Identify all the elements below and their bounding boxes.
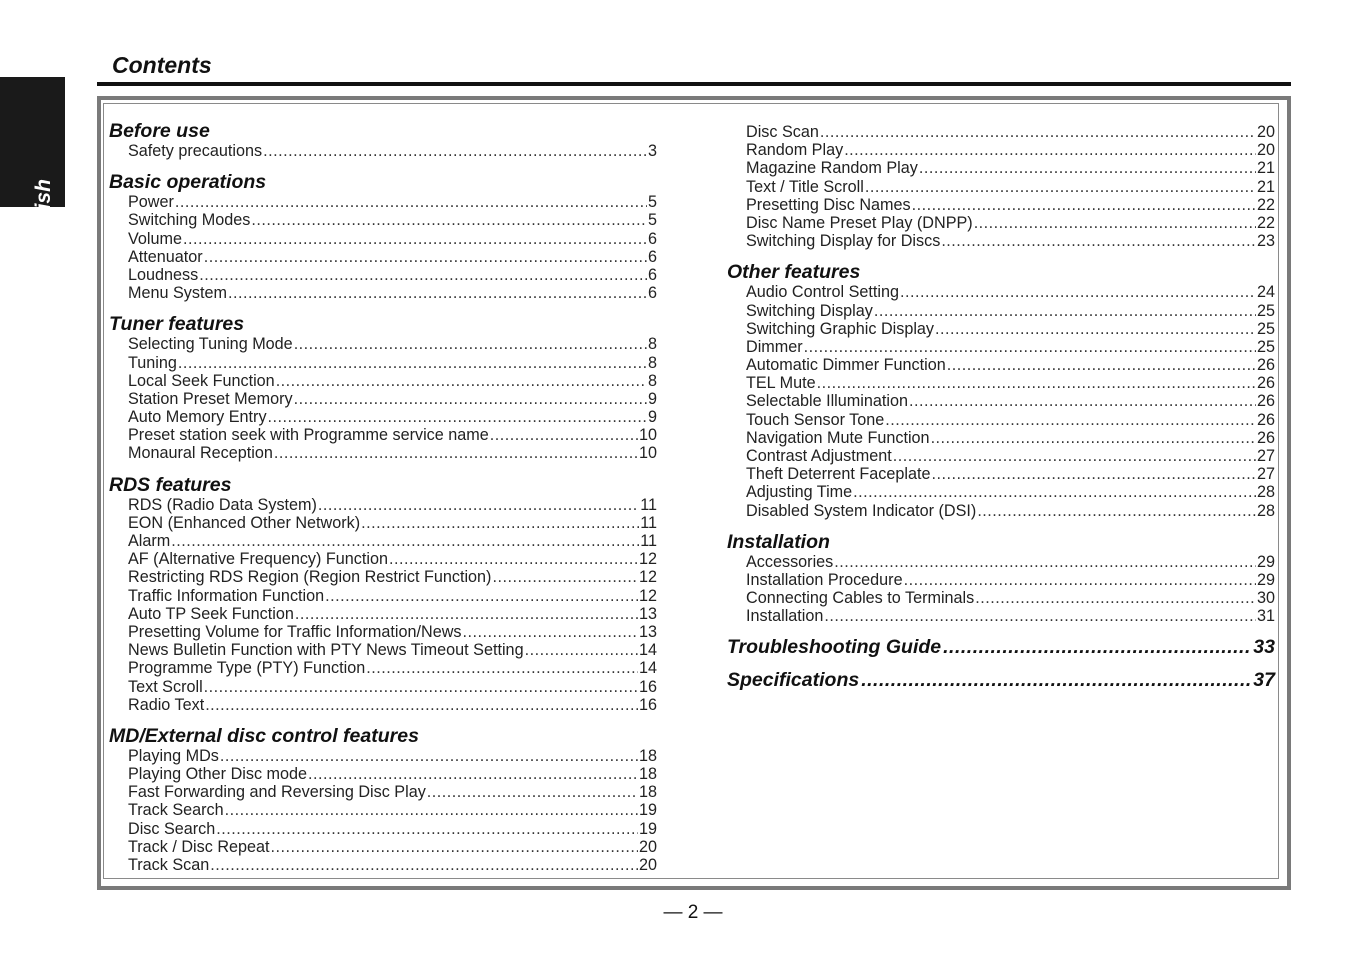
- toc-dot-leader: [263, 142, 647, 160]
- toc-page-number: 28: [1256, 483, 1275, 502]
- toc-page-number: 13: [638, 604, 657, 623]
- toc-page-number: 14: [638, 659, 657, 678]
- toc-entry-label: Touch Sensor Tone: [746, 410, 885, 429]
- toc-entry-label: Power: [128, 193, 174, 212]
- toc-dot-leader: [318, 496, 639, 514]
- toc-entry[interactable]: [109, 568, 657, 586]
- toc-entry-label: Playing MDs: [128, 746, 219, 765]
- toc-dot-leader: [865, 178, 1256, 196]
- toc-entry[interactable]: [109, 426, 657, 444]
- toc-entry-label: Track Search: [128, 801, 224, 820]
- toc-entry-label: Accessories: [746, 552, 834, 571]
- toc-entry[interactable]: [109, 496, 657, 514]
- toc-page-number: 9: [647, 389, 657, 408]
- toc-dot-leader: [817, 374, 1256, 392]
- toc-entry[interactable]: [727, 502, 1275, 520]
- toc-entry[interactable]: [727, 338, 1275, 356]
- toc-dot-leader: [974, 214, 1256, 232]
- toc-dot-leader: [228, 284, 647, 302]
- toc-dot-leader: [216, 820, 638, 838]
- toc-entry[interactable]: [109, 696, 657, 714]
- toc-dot-leader: [844, 141, 1256, 159]
- toc-entry[interactable]: [109, 659, 657, 677]
- toc-page-number: 6: [647, 247, 657, 266]
- toc-entry[interactable]: [109, 408, 657, 426]
- toc-dot-leader: [893, 447, 1256, 465]
- toc-page-number: 5: [647, 211, 657, 230]
- toc-page-number: 21: [1256, 159, 1275, 178]
- toc-dot-leader: [975, 589, 1256, 607]
- toc-entry[interactable]: [109, 623, 657, 641]
- toc-dot-leader: [361, 514, 639, 532]
- toc-dot-leader: [210, 856, 638, 874]
- toc-entry-label: Radio Text: [128, 695, 205, 714]
- toc-section: [109, 120, 657, 160]
- toc-entry-label: Installation Procedure: [746, 570, 903, 589]
- toc-entry[interactable]: [109, 550, 657, 568]
- toc-page-number: 12: [638, 568, 657, 587]
- toc-dot-leader: [912, 196, 1256, 214]
- toc-entry-label: Playing Other Disc mode: [128, 765, 308, 784]
- toc-entry[interactable]: [727, 214, 1275, 232]
- toc-page-number: 6: [647, 284, 657, 303]
- toc-entry-label: Magazine Random Play: [746, 159, 918, 178]
- toc-entry-label: News Bulletin Function with PTY News Timeout Setting: [128, 641, 524, 660]
- toc-page-number: 28: [1256, 501, 1275, 520]
- toc-entry-label: Disc Name Preset Play (DNPP): [746, 213, 973, 232]
- toc-page-number: 31: [1256, 607, 1275, 626]
- toc-page-number: 18: [638, 783, 657, 802]
- toc-entry-label: Disc Scan: [746, 123, 819, 141]
- toc-dot-leader: [490, 426, 638, 444]
- toc-dot-leader: [804, 338, 1256, 356]
- toc-entry-label: Selectable Illumination: [746, 392, 908, 411]
- toc-entry[interactable]: [727, 196, 1275, 214]
- toc-dot-leader: [943, 635, 1251, 659]
- toc-entry[interactable]: [109, 747, 657, 765]
- toc-page-number: 3: [647, 142, 657, 160]
- toc-section: [109, 171, 657, 302]
- toc-entry-label: Traffic Information Function: [128, 586, 325, 605]
- toc-entry-label: Troubleshooting Guide: [727, 635, 942, 658]
- toc-page-number: 19: [638, 801, 657, 820]
- toc-entry-label: Auto Memory Entry: [128, 408, 267, 427]
- toc-page-number: 23: [1256, 232, 1275, 251]
- toc-entry[interactable]: [109, 266, 657, 284]
- toc-page-number: 11: [640, 495, 657, 514]
- toc-entry[interactable]: [109, 678, 657, 696]
- toc-column-right: [727, 120, 1275, 692]
- toc-entry[interactable]: [727, 159, 1275, 177]
- toc-dot-leader: [183, 230, 647, 248]
- toc-page-number: 8: [647, 335, 657, 354]
- toc-page-number: 18: [638, 765, 657, 784]
- toc-entry[interactable]: [727, 607, 1275, 625]
- toc-entry[interactable]: [727, 232, 1275, 250]
- toc-page-number: 6: [647, 229, 657, 248]
- toc-entry-label: Safety precautions: [128, 142, 263, 160]
- toc-dot-leader: [824, 607, 1256, 625]
- toc-page-number: 8: [647, 371, 657, 390]
- toc-section-title: Tuner features: [109, 313, 245, 336]
- toc-entry-label: Text Scroll: [128, 677, 203, 696]
- language-tab-label: English: [32, 179, 55, 255]
- toc-entry-label: AF (Alternative Frequency) Function: [128, 550, 389, 569]
- toc-dot-leader: [853, 483, 1256, 501]
- toc-entry[interactable]: [109, 587, 657, 605]
- toc-dot-leader: [308, 765, 638, 783]
- toc-dot-leader: [220, 747, 638, 765]
- toc-entry-label: Switching Display for Discs: [746, 232, 941, 251]
- toc-entry[interactable]: [727, 178, 1275, 196]
- toc-dot-leader: [251, 211, 647, 229]
- toc-column-left: [109, 120, 657, 874]
- toc-entry[interactable]: [727, 589, 1275, 607]
- toc-entry[interactable]: [727, 302, 1275, 320]
- toc-page-number: 12: [638, 550, 657, 569]
- toc-entry-label: Theft Deterrent Faceplate: [746, 465, 931, 484]
- toc-section-title: Other features: [727, 261, 861, 284]
- toc-page-number: 20: [638, 837, 657, 856]
- toc-dot-leader: [204, 248, 647, 266]
- toc-page-number: 8: [647, 353, 657, 372]
- toc-page-number: 16: [638, 677, 657, 696]
- toc-dot-leader: [204, 678, 638, 696]
- toc-entry[interactable]: [109, 335, 657, 353]
- toc-entry[interactable]: [109, 856, 657, 874]
- toc-entry-label: Selecting Tuning Mode: [128, 335, 293, 354]
- toc-entry-label: Disc Search: [128, 819, 216, 838]
- toc-entry-label: Presetting Disc Names: [746, 195, 911, 214]
- toc-entry[interactable]: [109, 211, 657, 229]
- toc-dot-leader: [427, 783, 638, 801]
- toc-dot-leader: [463, 623, 638, 641]
- toc-page-number: 27: [1256, 447, 1275, 465]
- toc-entry[interactable]: [727, 356, 1275, 374]
- toc-dot-leader: [919, 159, 1256, 177]
- toc-major-entry: [727, 668, 1275, 692]
- toc-entry[interactable]: [727, 392, 1275, 410]
- toc-dot-leader: [295, 605, 638, 623]
- toc-page-number: 20: [1256, 123, 1275, 141]
- toc-dot-leader: [977, 502, 1256, 520]
- toc-entry[interactable]: [727, 483, 1275, 501]
- toc-dot-leader: [205, 696, 638, 714]
- toc-entry[interactable]: [109, 641, 657, 659]
- toc-page-number: 6: [647, 265, 657, 284]
- toc-dot-leader: [294, 390, 647, 408]
- toc-entry[interactable]: [109, 390, 657, 408]
- toc-entry[interactable]: [727, 447, 1275, 465]
- toc-entry[interactable]: [109, 532, 657, 550]
- toc-entry-label: Switching Graphic Display: [746, 319, 935, 338]
- toc-dot-leader: [492, 568, 638, 586]
- toc-page-number: 30: [1256, 589, 1275, 608]
- toc-dot-leader: [199, 266, 647, 284]
- toc-page-number: 33: [1253, 635, 1275, 658]
- toc-dot-leader: [525, 641, 638, 659]
- toc-entry[interactable]: [109, 248, 657, 266]
- toc-dot-leader: [931, 465, 1256, 483]
- toc-entry-label: Auto TP Seek Function: [128, 604, 294, 623]
- toc-page-number: 18: [638, 746, 657, 765]
- toc-section: [109, 313, 657, 462]
- toc-entry[interactable]: [727, 553, 1275, 571]
- toc-entry[interactable]: [109, 230, 657, 248]
- toc-entry[interactable]: [727, 374, 1275, 392]
- toc-section-title: RDS features: [109, 473, 232, 496]
- toc-entry[interactable]: [109, 444, 657, 462]
- toc-dot-leader: [225, 801, 638, 819]
- toc-entry[interactable]: [727, 465, 1275, 483]
- page-number: — 2 —: [663, 902, 723, 923]
- toc-page-number: 14: [638, 641, 657, 660]
- toc-page-number: 20: [638, 856, 657, 874]
- toc-entry-label: Station Preset Memory: [128, 389, 293, 408]
- toc-dot-leader: [941, 232, 1256, 250]
- toc-section: [109, 474, 657, 714]
- toc-page-number: 5: [647, 193, 657, 212]
- toc-entry[interactable]: [109, 193, 657, 211]
- toc-page-number: 25: [1256, 319, 1275, 338]
- title-rule: [97, 82, 1291, 86]
- toc-dot-leader: [271, 838, 638, 856]
- toc-dot-leader: [366, 659, 638, 677]
- toc-entry-label: Connecting Cables to Terminals: [746, 589, 975, 608]
- toc-page-number: 22: [1256, 195, 1275, 214]
- toc-entry-label: TEL Mute: [746, 374, 816, 393]
- toc-page-number: 25: [1256, 301, 1275, 320]
- toc-page-number: 10: [638, 426, 657, 445]
- toc-dot-leader: [904, 571, 1256, 589]
- toc-entry[interactable]: [727, 429, 1275, 447]
- toc-section-title: Installation: [727, 530, 830, 553]
- toc-dot-leader: [274, 444, 638, 462]
- toc-dot-leader: [947, 356, 1256, 374]
- toc-page-number: 11: [640, 513, 657, 532]
- toc-page-number: 10: [638, 444, 657, 463]
- toc-entry-label: Contrast Adjustment: [746, 447, 892, 465]
- toc-entry-label: Track Scan: [128, 856, 210, 874]
- toc-entry-label: Fast Forwarding and Reversing Disc Play: [128, 783, 426, 802]
- toc-entry[interactable]: [109, 605, 657, 623]
- toc-entry-label: Adjusting Time: [746, 483, 853, 502]
- toc-entry[interactable]: [727, 571, 1275, 589]
- toc-section: [727, 531, 1275, 626]
- toc-page-number: 25: [1256, 337, 1275, 356]
- toc-entry-label: Disabled System Indicator (DSI): [746, 501, 977, 520]
- toc-entry-label: Specifications: [727, 668, 860, 691]
- toc-entry-label: Attenuator: [128, 247, 203, 266]
- toc-dot-leader: [900, 283, 1256, 301]
- toc-page-number: 29: [1256, 570, 1275, 589]
- toc-page-number: 26: [1256, 356, 1275, 375]
- toc-section: [727, 261, 1275, 519]
- toc-dot-leader: [178, 354, 647, 372]
- toc-entry-label: Tuning: [128, 353, 177, 372]
- toc-dot-leader: [175, 193, 647, 211]
- toc-dot-leader: [861, 668, 1251, 692]
- toc-entry-label: Local Seek Function: [128, 371, 275, 390]
- toc-page-number: 26: [1256, 428, 1275, 447]
- toc-entry-label: Navigation Mute Function: [746, 428, 930, 447]
- toc-entry-label: RDS (Radio Data System): [128, 495, 317, 514]
- toc-dot-leader: [294, 335, 647, 353]
- toc-entry[interactable]: [109, 514, 657, 532]
- toc-entry-label: Automatic Dimmer Function: [746, 356, 946, 375]
- toc-entry[interactable]: [727, 123, 1275, 141]
- toc-dot-leader: [834, 553, 1256, 571]
- toc-dot-leader: [931, 429, 1256, 447]
- toc-entry[interactable]: [727, 411, 1275, 429]
- toc-page-number: 12: [638, 586, 657, 605]
- toc-page-number: 27: [1256, 465, 1275, 484]
- toc-page-number: 26: [1256, 410, 1275, 429]
- toc-entry-label: Alarm: [128, 532, 171, 550]
- toc-page-number: 20: [1256, 141, 1275, 160]
- toc-page-number: 9: [647, 408, 657, 427]
- toc-entry[interactable]: [727, 283, 1275, 301]
- toc-dot-leader: [276, 372, 647, 390]
- toc-dot-leader: [389, 550, 638, 568]
- toc-dot-leader: [268, 408, 647, 426]
- toc-entry[interactable]: [109, 820, 657, 838]
- toc-entry[interactable]: [109, 142, 657, 160]
- toc-section-title: MD/External disc control features: [109, 724, 419, 747]
- toc-major-entry-row[interactable]: [727, 635, 1275, 659]
- toc-dot-leader: [874, 302, 1256, 320]
- toc-dot-leader: [909, 392, 1256, 410]
- toc-entry[interactable]: [727, 320, 1275, 338]
- toc-entry-label: Audio Control Setting: [746, 283, 899, 302]
- toc-entry[interactable]: [109, 284, 657, 302]
- toc-dot-leader: [325, 587, 638, 605]
- toc-major-entry-row[interactable]: [727, 668, 1275, 692]
- toc-dot-leader: [171, 532, 639, 550]
- toc-entry-label: Switching Display: [746, 301, 873, 320]
- toc-page-number: 13: [638, 622, 657, 641]
- toc-entry-label: Monaural Reception: [128, 444, 273, 463]
- language-tab: [0, 77, 65, 255]
- toc-entry[interactable]: [727, 141, 1275, 159]
- toc-entry-label: Loudness: [128, 265, 199, 284]
- toc-entry-label: Presetting Volume for Traffic Information/News: [128, 622, 462, 641]
- toc-entry-label: Programme Type (PTY) Function: [128, 659, 366, 678]
- toc-page-number: 26: [1256, 374, 1275, 393]
- toc-entry-label: Menu System: [128, 284, 227, 303]
- toc-page-number: 29: [1256, 552, 1275, 571]
- toc-section: [109, 725, 657, 874]
- toc-dot-leader: [820, 123, 1256, 141]
- toc-entry[interactable]: [109, 765, 657, 783]
- toc-page-number: 16: [638, 695, 657, 714]
- toc-page-number: 24: [1256, 283, 1275, 302]
- toc-entry[interactable]: [109, 801, 657, 819]
- toc-entry[interactable]: [109, 372, 657, 390]
- toc-entry-label: Text / Title Scroll: [746, 177, 864, 196]
- toc-entry-label: Volume: [128, 229, 182, 248]
- toc-page-number: 26: [1256, 392, 1275, 411]
- toc-entry-label: Dimmer: [746, 337, 803, 356]
- toc-entry-label: EON (Enhanced Other Network): [128, 513, 361, 532]
- toc-entry[interactable]: [109, 354, 657, 372]
- toc-page-number: 22: [1256, 213, 1275, 232]
- toc-section-title: Before use: [109, 120, 210, 142]
- toc-section-title: Basic operations: [109, 171, 267, 194]
- toc-entry[interactable]: [109, 783, 657, 801]
- toc-entry-label: Installation: [746, 607, 824, 626]
- toc-entry-label: Preset station seek with Programme service name: [128, 426, 489, 445]
- toc-dot-leader: [885, 411, 1256, 429]
- toc-entry-label: Track / Disc Repeat: [128, 837, 270, 856]
- toc-entry[interactable]: [109, 838, 657, 856]
- toc-major-entry: [727, 635, 1275, 659]
- toc-entry-label: Switching Modes: [128, 211, 251, 230]
- page-title: Contents: [112, 52, 212, 78]
- toc-section: [727, 123, 1275, 250]
- toc-page-number: 21: [1256, 177, 1275, 196]
- toc-dot-leader: [935, 320, 1256, 338]
- toc-page-number: 37: [1253, 668, 1275, 691]
- toc-entry-label: Restricting RDS Region (Region Restrict Function): [128, 568, 492, 587]
- toc-page-number: 11: [640, 532, 657, 550]
- toc-page-number: 19: [638, 819, 657, 838]
- toc-entry-label: Random Play: [746, 141, 844, 160]
